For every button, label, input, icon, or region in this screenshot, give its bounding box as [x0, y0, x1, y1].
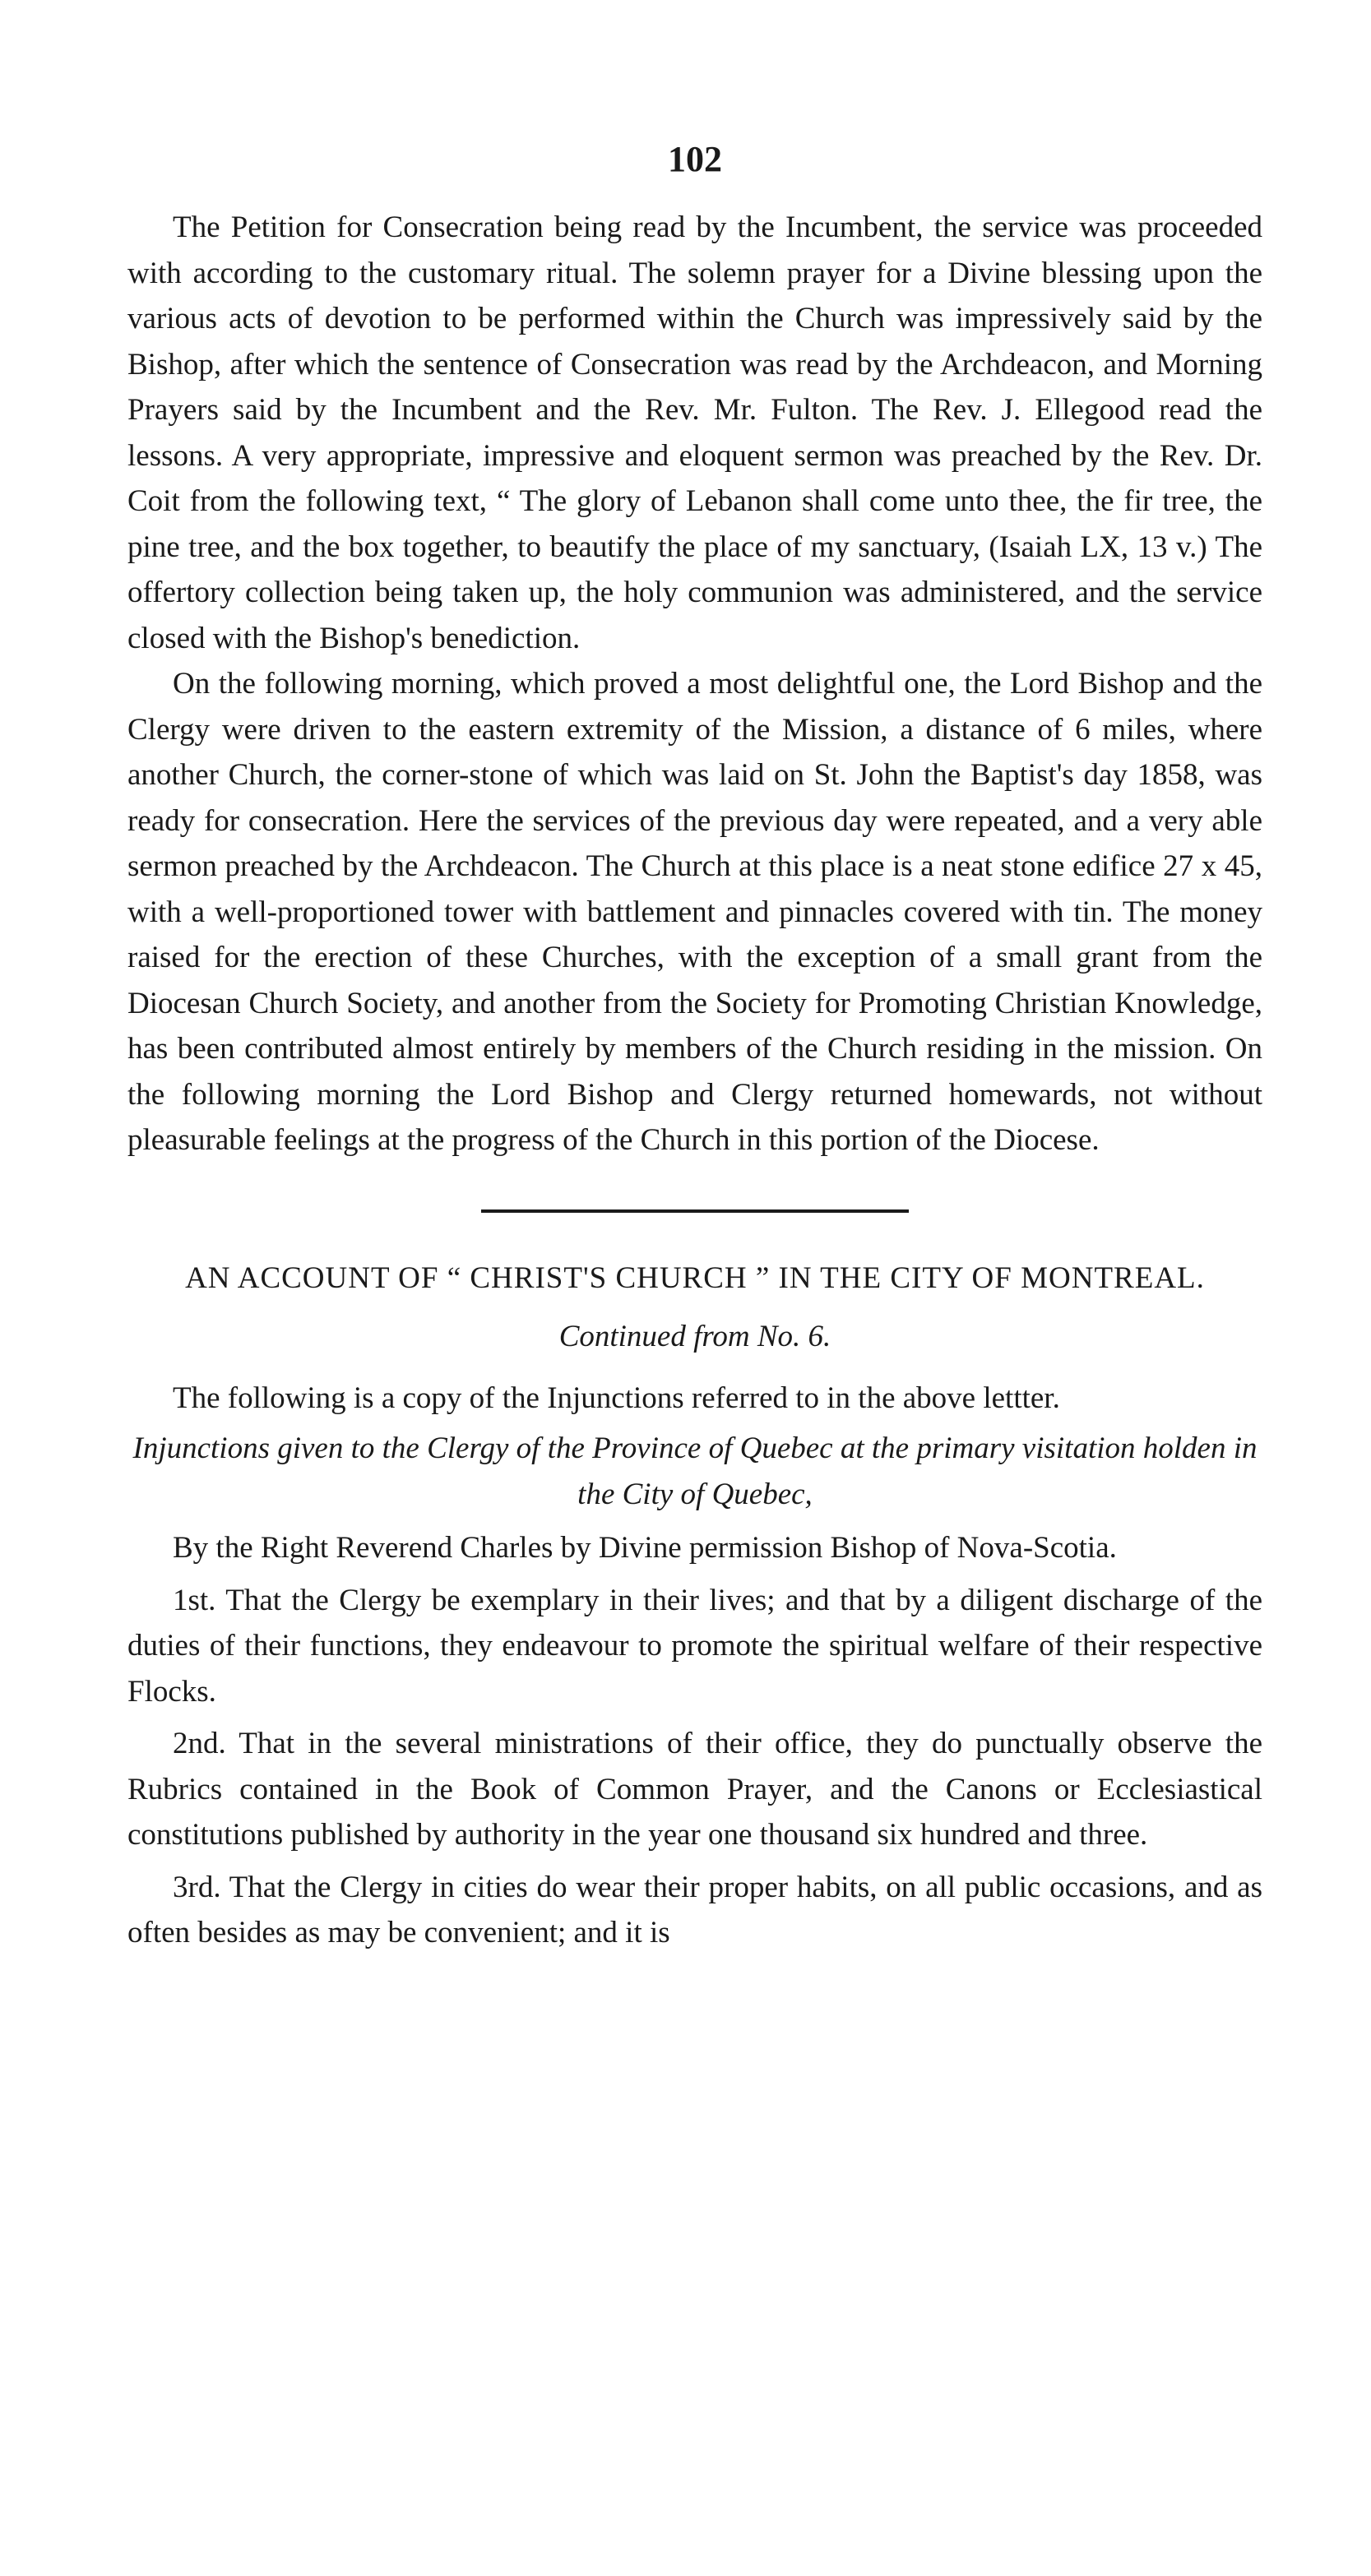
paragraph-bishop: By the Right Reverend Charles by Divine permission Bishop of Nova-Scotia.: [173, 1531, 1117, 1565]
continued-note: Continued from No. 6.: [558, 1319, 831, 1353]
paragraph-following-morning: On the following morning, which proved a most delightful one, the Lord Bishop and the Clergy were driven to the eastern extremity of the Mission, a distance of 6 miles, where another Church, the corner-stone of which was laid on St. John the Baptist's day 1858, was ready for consecration. Here the services of the previous day were repeated, and a very able sermon preached by the Archdeacon. The Church at this place is a neat stone edifice 27 x 45, with a well-proportioned tower with battlement and pinnacles covered with tin. The money raised for the erection of these Churches, with the exception of a small grant from the Diocesan Church Society, and another from the Society for Promoting Christian Knowledge, has been contributed almost entirely by members of the Church residing in the mission. On the following morning the Lord Bishop and Clergy returned homewards, not without pleasurable feelings at the progress of the Church in this portion of the Diocese.: [127, 667, 1262, 1157]
section-divider: [481, 1209, 909, 1213]
section-heading: AN ACCOUNT OF “ CHRIST'S CHURCH ” IN THE CITY OF MONTREAL.: [185, 1260, 1205, 1295]
injunction-item-2: 2nd. That in the several ministrations of their office, they do punctually observe the Rubrics contained in the Book of Common Prayer, and the Canons or Ecclesiastical constitutions published by authority in the year one thousand six hundred and three.: [127, 1727, 1262, 1852]
page-number: 102: [668, 139, 722, 179]
paragraph-consecration: The Petition for Consecration being read by the Incumbent, the service was proceeded with according to the customary ritual. The solemn prayer for a Divine blessing upon the various acts of devotion to be performed within the Church was impressively said by the Bishop, after which the sentence of Consecration was read by the Archdeacon, and Morning Prayers said by the Incumbent and the Rev. Mr. Fulton. The Rev. J. Ellegood read the lessons. A very appropriate, impressive and eloquent sermon was preached by the Rev. Dr. Coit from the following text, “ The glory of Lebanon shall come unto thee, the fir tree, the pine tree, and the box together, to beautify the place of my sanctuary, (Isaiah LX, 13 v.) The offertory collection being taken up, the holy communion was administered, and the service closed with the Bishop's benediction.: [127, 210, 1262, 655]
injunctions-title: Injunctions given to the Clergy of the Province of Quebec at the primary visitation holden in the City of Quebec,: [132, 1431, 1258, 1511]
paragraph-intro: The following is a copy of the Injunctions referred to in the above lettter.: [173, 1380, 1060, 1415]
injunction-item-3: 3rd. That the Clergy in cities do wear their proper habits, on all public occasions, and as often besides as may be convenient; and it is: [127, 1870, 1262, 1949]
injunction-item-1: 1st. That the Clergy be exemplary in their lives; and that by a diligent discharge of the duties of their functions, they endeavour to promote the spiritual welfare of their respective Flocks.: [127, 1583, 1262, 1709]
document-page: [127, 138, 1262, 1956]
